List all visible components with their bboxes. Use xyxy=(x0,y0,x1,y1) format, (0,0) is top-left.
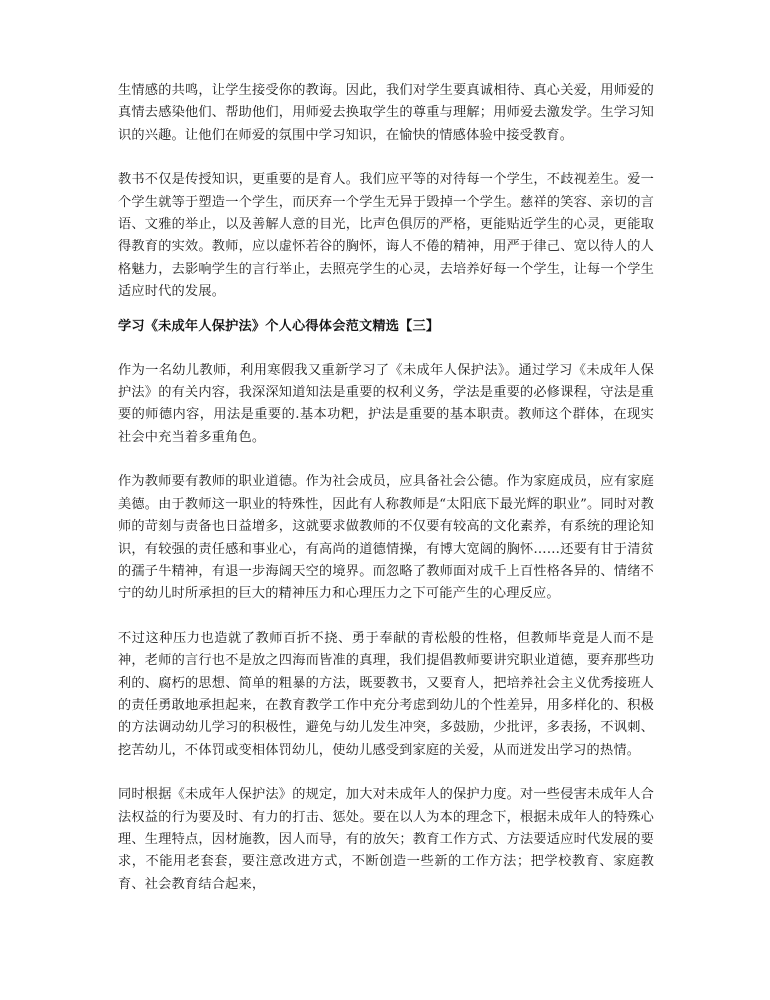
paragraph-1: 生情感的共鸣，让学生接受你的教诲。因此，我们对学生要真诚相待、真心关爱，用师爱的真情去感染他们、帮助他们，用师爱去换取学生的尊重与理解；用师爱去激发学。生学习知识的兴趣。让他们在师爱的氛围中学习知识，在愉快的情感体验中接受教育。 xyxy=(118,83,654,143)
section-heading: 学习《未成年人保护法》个人心得体会范文精选【三】 xyxy=(118,318,440,334)
paragraph-2: 教书不仅是传授知识，更重要的是育人。我们应平等的对待每一个学生，不歧视差生。爱一个学生就等于塑造一个学生，而厌弃一个学生无异于毁掉一个学生。慈祥的笑容、亲切的言语、文雅的举止，以及善解人意的目光，比声色俱厉的严格，更能贴近学生的心灵，更能取得教育的实效。教师，应以虚怀若谷的胸怀，诲人不倦的精神，用严于律己、宽以待人的人格魅力，去影响学生的言行举止，去照亮学生的心灵，去培养好每一个学生，让每一个学生适应时代的发展。 xyxy=(118,172,654,300)
paragraph-3: 作为一名幼儿教师，利用寒假我又重新学习了《未成年人保护法》。通过学习《未成年人保护法》的有关内容，我深深知道知法是重要的权利义务，学法是重要的必修课程，守法是重要的师德内容，用法是重要的.基本功粑，护法是重要的基本职责。教师这个群体，在现实社会中充当着多重角色。 xyxy=(118,362,654,445)
paragraph-5: 不过这种压力也造就了教师百折不挠、勇于奉献的青松般的性格，但教师毕竟是人而不是神，老师的言行也不是放之四海而皆准的真理，我们提倡教师要讲究职业道德，要弃那些功利的、腐朽的思想、简单的粗暴的方法，既要教书，又要育人，把培养社会主义优秀接班人的责任勇敢地承担起来，在教育教学工作中充分考虑到幼儿的个性差异，用多样化的、积极的方法调动幼儿学习的积极性，避免与幼儿发生冲突，多鼓励，少批评，多表扬，不讽刺、挖苦幼儿，不体罚或变相体罚幼儿，使幼儿感受到家庭的关爱，从而迸发出学习的热情。 xyxy=(118,630,654,758)
paragraph-6: 同时根据《未成年人保护法》的规定，加大对未成年人的保护力度。对一些侵害未成年人合法权益的行为要及时、有力的打击、惩处。要在以人为本的理念下，根据未成年人的特殊心理、生理特点，因材施教，因人而导，有的放矢；教育工作方式、方法要适应时代发展的要求，不能用老套套，要注意改进方式，不断创造一些新的工作方法；把学校教育、家庭教育、社会教育结合起来， xyxy=(118,787,654,892)
paragraph-4: 作为教师要有教师的职业道德。作为社会成员，应具备社会公德。作为家庭成员，应有家庭美德。由于教师这一职业的特殊性，因此有人称教师是“太阳底下最光辉的职业”。同时对教师的苛刻与责备也日益增多，这就要求做教师的不仅要有较高的文化素养，有系统的理论知识，有较强的责任感和事业心，有高尚的道德情操，有博大宽阔的胸怀……还要有甘于清贫的孺子牛精神，有退一步海阔天空的境界。而忽略了教师面对成千上百性格各异的、情绪不宁的幼儿时所承担的巨大的精神压力和心理压力之下可能产生的心理反应。 xyxy=(118,474,654,602)
document-page xyxy=(118,80,654,896)
